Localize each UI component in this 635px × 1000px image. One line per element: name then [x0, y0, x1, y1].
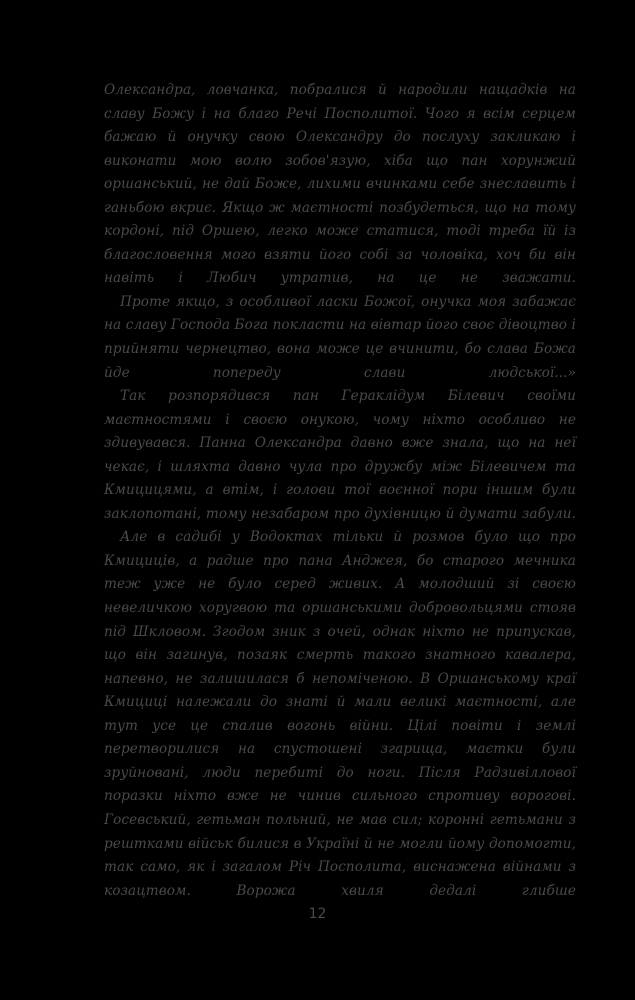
paragraph-continued: Олександра, ловчанка, побралися й народили нащадків на славу Божу і на благо Речі Посполитої. Чого я всім серцем бажаю й онучку свою Олександру до послуху закликаю і виконати мою волю зобов'язую, хіба що пан хорунжий оршанський, не дай Боже, лихими вчинками себе знеславить і ганьбою вкриє. Якщо ж маєтності позбудеться, що на тому кордоні, під Оршею, легко може статися, тоді треба їй із благословення мого взяти його собі за чоловіка, хоч би він навіть і Любич утратив, на це не зважати. [104, 82, 576, 287]
paragraph: Проте якщо, з особливої ласки Божої, онучка моя забажає на славу Господа Бога покласти на вівтар його своє дівоцтво і прийняти чернецтво, вона може це вчинити, бо слава Божа йде попереду слави людської...» [104, 293, 576, 381]
paragraph: Але в садибі у Водоктах тільки й розмов було що про Кмициців, а радше про пана Анджея, бо старого мечника теж уже не було серед живих. А молодший зі своєю невеличкою хоругвою та оршанськими добровольцями стояв під Шкловом. Згодом зник з очей, однак ніхто не припускав, що він загинув, позаяк смерть такого знатного кавалера, напевно, не залишилася б непоміченою. В Оршанському краї Кмициці належали до знаті й мали великі маєтності, але тут усе це спалив вогонь війни. Цілі повіти і землі перетворилися на спустошені згарища, маєтки були зруйновані, люди перебиті до ноги. Після Радзивіллової поразки ніхто вже не чинив сильного спротиву ворогові. Госевський, гетьман польний, не мав сил; коронні гетьмани з рештками військ билися в Україні й не могли йому допомогти, так само, як і загалом Річ Посполита, виснажена війнами з козацтвом. Ворожа хвиля дедалі глибше [104, 529, 576, 899]
body-text [104, 79, 576, 903]
paragraph: Так розпорядився пан Гераклідум Білевич своїми маєтностями і своєю онукою, чому ніхто особливо не здивувався. Панна Олександра давно вже знала, що на неї чекає, і шляхта давно чула про дружбу між Білевичем та Кмицицями, а втім, і голови тої воєнної пори іншим були заклопотані, тому незабаром про духівницю й думати забули. [104, 388, 576, 522]
page-number: 12 [308, 906, 327, 922]
